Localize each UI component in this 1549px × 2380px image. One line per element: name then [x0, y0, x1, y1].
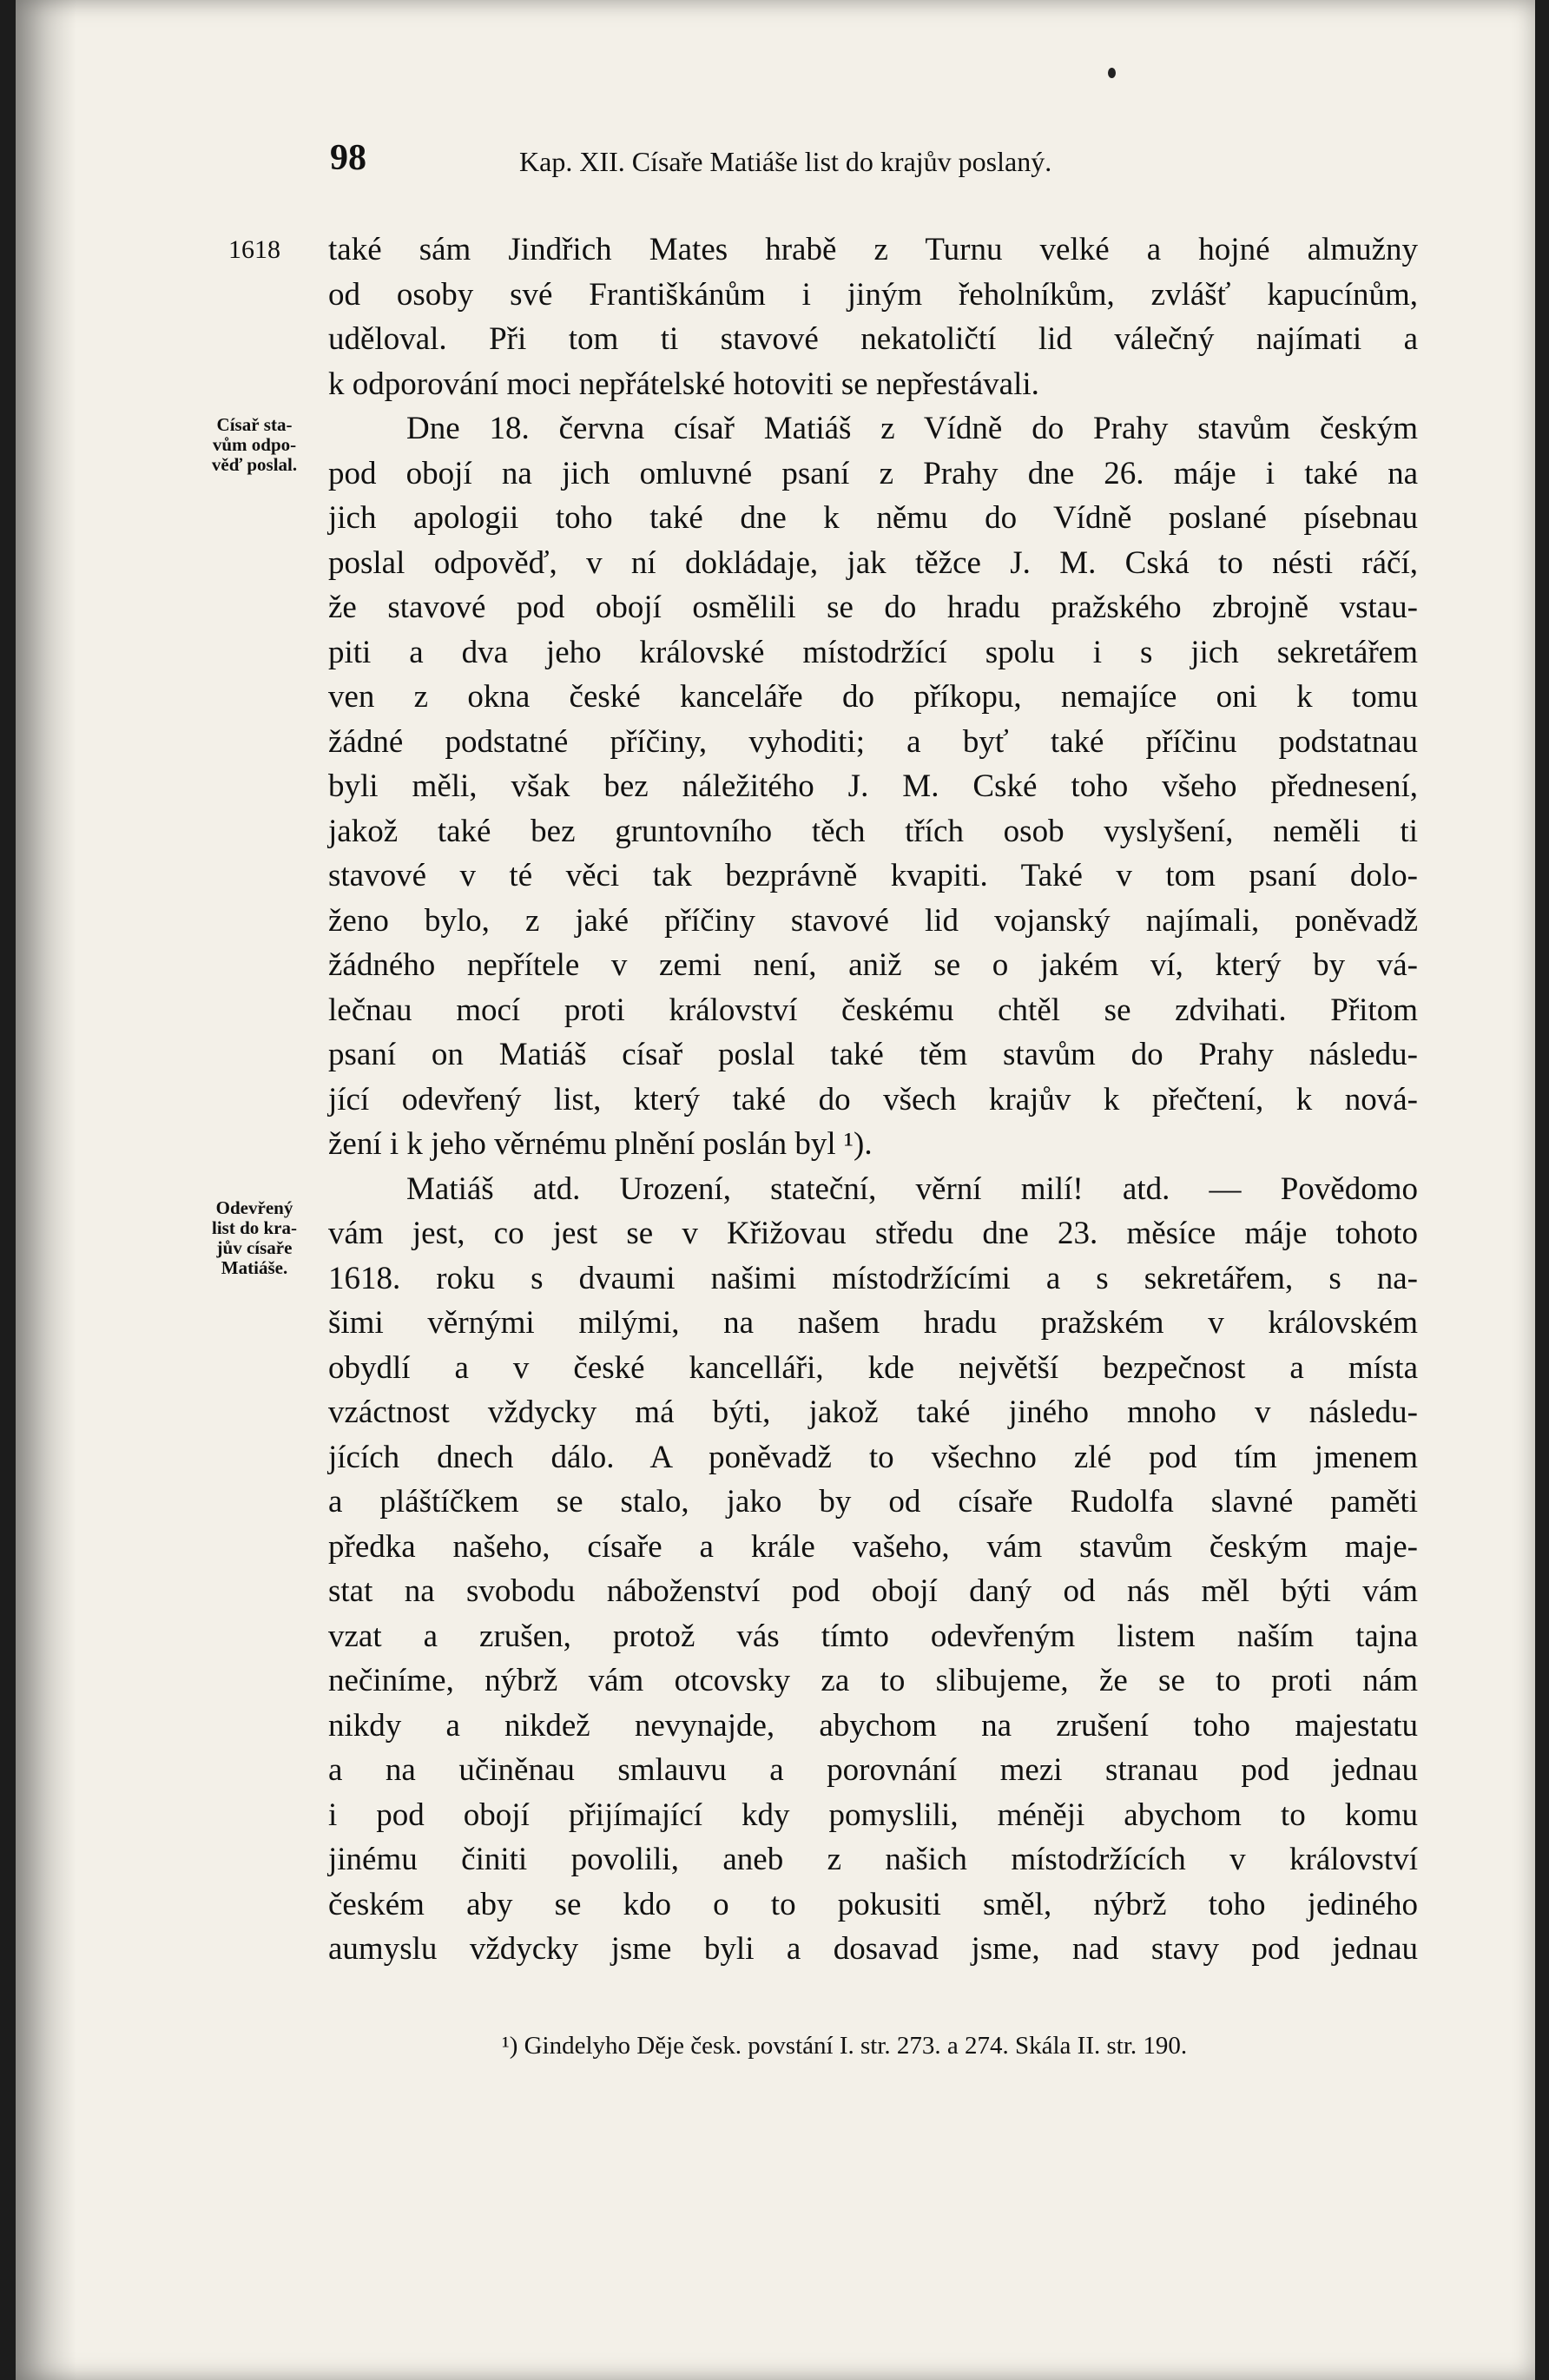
text-line: předka našeho, císaře a krále vašeho, vám stavům českým maje-: [328, 1528, 1418, 1565]
text-line: pod obojí na jich omluvné psaní z Prahy dne 26. máje i také na: [328, 455, 1418, 491]
text-line: jinému činiti povolili, aneb z našich místodržících v království: [328, 1842, 1418, 1877]
text-line: nečiníme, nýbrž vám otcovsky za to slibujeme, že se to proti nám: [328, 1663, 1418, 1698]
text-line: Dne 18. června císař Matiáš z Vídně do Prahy stavům českým: [406, 411, 1418, 446]
margin-note-line: věď poslal.: [211, 454, 298, 475]
text-line: jakož také bez gruntovního těch třích osob vyslyšení, neměli ti: [328, 813, 1418, 849]
text-line: od osoby své Františkánům i jiným řeholníkům, zvlášť kapucínům,: [328, 276, 1418, 313]
text-line: žádného nepřítele v zemi není, aniž se o jakém ví, který by vá-: [328, 947, 1418, 983]
text-line: nikdy a nikdež nevynajde, abychom na zrušení toho majestatu: [328, 1707, 1418, 1744]
page-number: 98: [330, 138, 366, 178]
ink-speck: [1108, 68, 1116, 78]
margin-note-line: jův císaře: [216, 1237, 293, 1258]
margin-note-reply: [189, 415, 320, 475]
text-line: obydlí a v české kancelláři, kde největší bezpečnost a místa: [328, 1349, 1418, 1386]
text-line: jich apologii toho také dne k němu do Vídně poslané písebnau: [328, 500, 1418, 536]
text-line: stat na svobodu náboženství pod obojí daný od nás měl býti vám: [328, 1573, 1418, 1609]
text-line: uděloval. Při tom ti stavové nekatoličtí lid válečný najímati a: [328, 321, 1418, 357]
text-line: 1618. roku s dvaumi našimi místodržícími a s sekretářem, s na-: [328, 1260, 1418, 1296]
text-line: byli měli, však bez náležitého J. M. Cské toho všeho přednesení,: [328, 768, 1418, 804]
margin-note-line: Odevřený: [215, 1197, 293, 1218]
text-line: aumyslu vždycky jsme byli a dosavad jsme, nad stavy pod jednau: [328, 1931, 1418, 1967]
book-page: [16, 0, 1535, 2380]
running-title: Kap. XII. Císaře Matiáše list do krajův poslaný.: [519, 146, 1052, 177]
text-line: také sám Jindřich Mates hrabě z Turnu velké a hojné almužny: [328, 232, 1418, 267]
text-line: že stavové pod obojí osmělili se do hradu pražského zbrojně vstau-: [328, 590, 1418, 625]
text-line: žení i k jeho věrnému plnění poslán byl ¹).: [328, 1126, 873, 1162]
text-line: vzat a zrušen, protož vás tímto odevřeným listem naším tajna: [328, 1618, 1418, 1654]
margin-note-open-letter: [189, 1198, 320, 1278]
text-line: žádné podstatné příčiny, vyhoditi; a byť také příčinu podstatnau: [328, 723, 1418, 760]
text-line: českém aby se kdo o to pokusiti směl, nýbrž toho jediného: [328, 1886, 1418, 1922]
text-line: k odporování moci nepřátelské hotoviti se nepřestávali.: [328, 366, 1039, 402]
text-line: Matiáš atd. Urození, stateční, věrní milí! atd. — Povědomo: [406, 1170, 1418, 1207]
text-line: poslal odpověď, v ní dokládaje, jak těžce J. M. Cská to nésti ráčí,: [328, 544, 1418, 581]
footnote: ¹) Gindelyho Děje česk. povstání I. str. 273. a 274. Skála II. str. 190.: [502, 2032, 1188, 2060]
margin-note-line: vům odpo-: [212, 434, 297, 455]
text-line: i pod obojí přijímající kdy pomyslili, méněji abychom to komu: [328, 1797, 1418, 1833]
text-line: vzáctnost vždycky má býti, jakož také jiného mnoho v následu-: [328, 1394, 1418, 1430]
page-header: [16, 137, 1535, 189]
text-line: psaní on Matiáš císař poslal také těm stavům do Prahy následu-: [328, 1037, 1418, 1072]
text-line: a na učiněnau smlauvu a porovnání mezi stranau pod jednau: [328, 1752, 1418, 1788]
text-line: stavové v té věci tak bezprávně kvapiti. Také v tom psaní dolo-: [328, 858, 1418, 893]
margin-note-line: list do kra-: [211, 1217, 297, 1238]
text-line: ven z okna české kanceláře do příkopu, nemajíce oni k tomu: [328, 679, 1418, 715]
text-line: a pláštíčkem se stalo, jako by od císaře Rudolfa slavné paměti: [328, 1484, 1418, 1520]
margin-note-line: Matiáše.: [221, 1257, 288, 1278]
text-line: šimi věrnými milými, na našem hradu pražském v královském: [328, 1305, 1418, 1341]
margin-year: 1618: [228, 235, 280, 264]
margin-note-line: Císař sta-: [216, 414, 293, 435]
body-text: [328, 227, 1418, 1972]
text-line: vám jest, co jest se v Křižovau středu dne 23. měsíce máje tohoto: [328, 1216, 1418, 1251]
text-line: piti a dva jeho královské místodržící spolu i s jich sekretářem: [328, 634, 1418, 670]
text-line: jících dnech dálo. A poněvadž to všechno zlé pod tím jmenem: [328, 1439, 1418, 1475]
binding-shadow: [16, 0, 76, 2380]
text-line: jící odevřený list, který také do všech krajův k přečtení, k nová-: [328, 1081, 1418, 1117]
text-line: lečnau mocí proti království českému chtěl se zdvihati. Přitom: [328, 992, 1418, 1028]
text-line: ženo bylo, z jaké příčiny stavové lid vojanský najímali, poněvadž: [328, 902, 1418, 939]
